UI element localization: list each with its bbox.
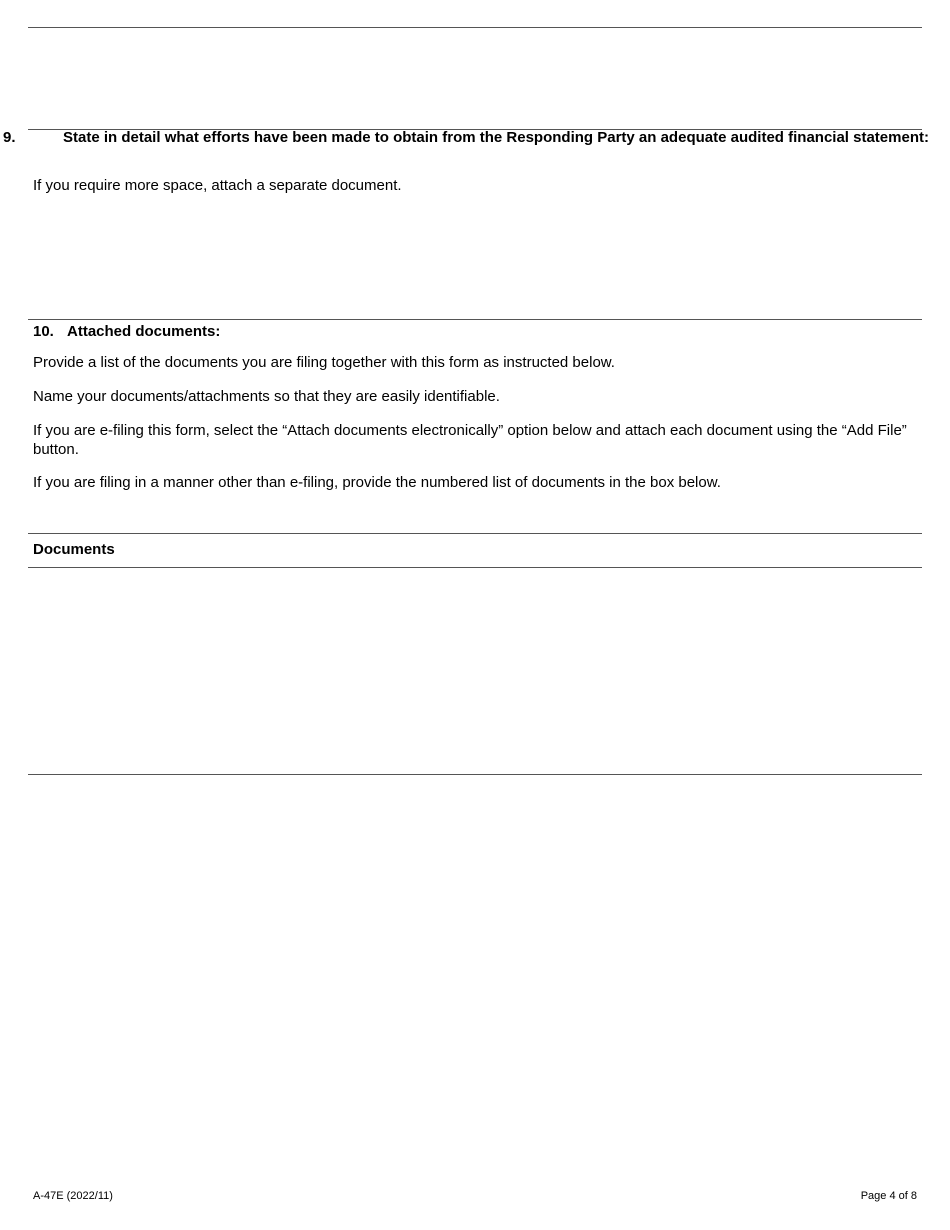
documents-list-field[interactable] [28,568,922,774]
section-9-question [3,128,943,148]
previous-answer-area[interactable] [28,28,922,128]
section-10-instruction-2: Name your documents/attachments so that they are easily identifiable. [33,388,500,405]
section-9-note: If you require more space, attach a separate document. [33,177,402,194]
section-10-instruction-3: If you are e-filing this form, select the “Attach documents electronically” option below and attach each document using the “Add File” button. [33,422,907,458]
section-10-heading [33,322,220,341]
section-10-number: 10. [33,323,54,340]
section-10-title: Attached documents: [67,323,221,340]
documents-header: Documents [33,541,115,558]
form-code: A-47E (2022/11) [33,1190,113,1202]
section-10-instruction-1: Provide a list of the documents you are filing together with this form as instructed below. [33,354,615,371]
documents-top-divider [28,533,922,534]
section-9-question-text: State in detail what efforts have been made to obtain from the Responding Party an adequate audited financial statement: [63,129,929,146]
section-10-instruction-4: If you are filing in a manner other than e-filing, provide the numbered list of documents in the box below. [33,474,721,491]
section-10-divider [28,319,922,320]
documents-bottom-divider [28,774,922,775]
page-number: Page 4 of 8 [860,1190,917,1202]
section-9-number: 9. [3,129,16,146]
section-9-answer-area[interactable] [28,200,922,318]
